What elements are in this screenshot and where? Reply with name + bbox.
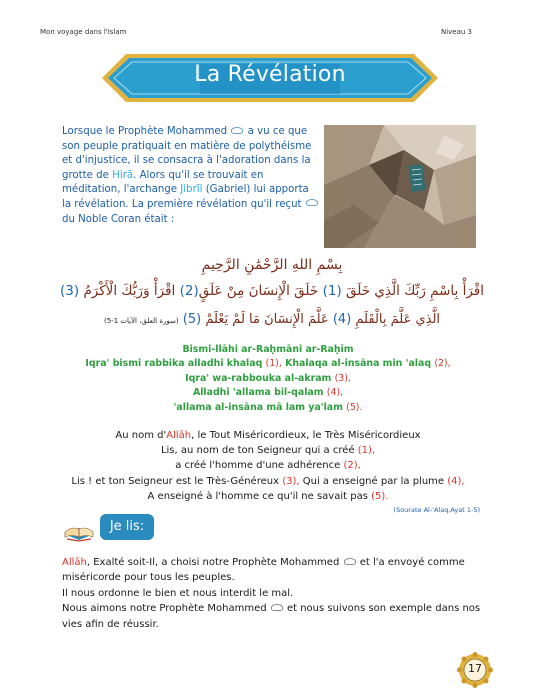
- french-translation: [48, 428, 488, 504]
- fr-text: A enseigné à l'homme ce qu'il ne savait pas: [147, 490, 368, 502]
- jibril-name: Jibrīl: [180, 184, 203, 196]
- translit-line-5: [58, 401, 478, 415]
- translit-line-1: Bismi-llāhi ar-Raḥmāni ar-Raḥīm: [182, 344, 354, 355]
- je-lis-paragraph: [62, 555, 482, 632]
- page-number: 17: [468, 662, 482, 675]
- fr-line-4: [48, 474, 488, 489]
- salla-icon: [231, 127, 243, 134]
- open-book-icon: [62, 520, 96, 542]
- verse-number: (5).: [371, 490, 389, 502]
- lis-sentence-2: Il nous ordonne le bien et nous interdit le mal.: [62, 587, 294, 599]
- arabic-line-3: [58, 312, 486, 327]
- verse-number: (4),: [447, 475, 465, 487]
- verse-number: (3),: [282, 475, 300, 487]
- arabic-verse-4: الَّذِي عَلَّمَ بِالْقَلَمِ: [355, 312, 441, 327]
- verse-number: (1),: [357, 445, 376, 457]
- fr-line-5: [48, 489, 488, 504]
- translit-verse-2: Khalaqa al-insāna min 'alaq: [285, 358, 432, 370]
- translit-verse-1: Iqra' bismi rabbika alladhi khalaq: [85, 358, 263, 370]
- intro-text-4: (Gabriel) lui apporta la révélation. La première révélation qu'il reçut: [62, 184, 309, 210]
- fr-text: a créé l'homme d'une adhérence: [175, 460, 341, 472]
- translit-verse-3: Iqra' wa-rabbouka al-akram: [185, 372, 332, 384]
- intro-text-1: Lorsque le Prophète Mohammed: [62, 126, 228, 137]
- verse-number: (4),: [326, 387, 344, 399]
- salla-icon: [306, 199, 318, 206]
- allah-name: Allāh: [166, 430, 192, 441]
- translit-verse-4: Alladhi 'allama bil-qalam: [192, 387, 324, 399]
- verse-number: (4): [332, 312, 352, 327]
- running-header-title: Mon voyage dans l'Islam: [40, 28, 127, 36]
- arabic-verse-1: اقْرَأْ بِاسْمِ رَبِّكَ الَّذِي خَلَقَ: [346, 283, 484, 299]
- fr-line-3: [48, 458, 488, 473]
- cave-of-hira-picture: [324, 125, 476, 248]
- verse-number: (5): [182, 312, 202, 327]
- fr-text: Qui a enseigné par la plume: [302, 475, 445, 487]
- arabic-verse-5: عَلَّمَ الْإِنسَانَ مَا لَمْ يَعْلَمْ: [205, 312, 329, 327]
- verse-number: (2),: [343, 460, 361, 472]
- fr-line-2: [48, 443, 488, 458]
- fr-text: Au nom d': [115, 430, 167, 441]
- intro-text-3: . Alors qu'il se trouvait en méditation, l'archange: [62, 169, 264, 196]
- fr-text: Lis, au nom de ton Seigneur qui a créé: [160, 445, 355, 457]
- page-title: La Révélation: [194, 62, 346, 87]
- arabic-line-2: [58, 283, 486, 299]
- verse-number: (2),: [434, 358, 451, 370]
- allah-name: Allāh: [62, 557, 87, 568]
- lis-sentence-1: [62, 555, 482, 586]
- verse-number: (1): [322, 283, 342, 299]
- lis-text: , Exalté soit-Il, a choisi notre Prophète Mohammed: [86, 557, 340, 568]
- intro-text-5: du Noble Coran était :: [62, 213, 175, 225]
- arabic-verse-2: خَلَقَ الْإِنسَانَ مِنْ عَلَقٍ: [198, 283, 319, 299]
- verse-number: (2): [179, 283, 199, 299]
- fr-line-1: [48, 428, 488, 443]
- intro-text-2: a vu ce que son peuple pratiquait en matière de polythéisme et d'injustice, il se consacra à l'adoration dans la grotte de: [62, 126, 312, 181]
- verse-number: (1),: [265, 358, 282, 370]
- verse-number: (5).: [346, 401, 363, 413]
- arabic-basmala: بِسْمِ اللهِ الرَّحْمَٰنِ الرَّحِيمِ: [201, 257, 343, 273]
- hira-name: Hirā: [112, 169, 134, 181]
- fr-text: Lis ! et ton Seigneur est le Très-Généreux: [71, 475, 280, 487]
- lis-text: Nous aimons notre Prophète Mohammed: [62, 603, 267, 615]
- salla-icon: [344, 558, 356, 565]
- fr-text: , le Tout Miséricordieux, le Très Miséricordieux: [191, 430, 421, 441]
- transliteration-block: [58, 343, 478, 415]
- title-banner: [92, 50, 448, 106]
- lis-sentence-3: [62, 601, 482, 632]
- translit-line-2: [58, 357, 478, 371]
- arabic-reference: (سورة العلق، الآيات 1-5): [103, 317, 179, 325]
- lis-text: et nous suivons son exemple dans nos vies afin de réussir.: [62, 603, 481, 630]
- arabic-verse-3: اقْرَأْ وَرَبُّكَ الْأَكْرَمُ: [83, 283, 176, 299]
- section-tag-je-lis: Je lis:: [100, 514, 154, 540]
- translit-line-3: [58, 372, 478, 386]
- source-reference: (Sourate Al-'Alaq,Ayat 1-5): [393, 506, 480, 514]
- translit-line-4: [58, 386, 478, 400]
- intro-paragraph: [62, 125, 320, 227]
- salla-icon: [271, 604, 283, 611]
- translit-verse-5: 'allama al-insāna mā lam ya'lam: [173, 401, 343, 413]
- lis-text: et l'a envoyé comme miséricorde pour tous les peuples.: [62, 557, 465, 584]
- running-header-level: Niveau 3: [440, 28, 472, 36]
- verse-number: (3),: [334, 372, 351, 384]
- verse-number: (3): [59, 283, 80, 299]
